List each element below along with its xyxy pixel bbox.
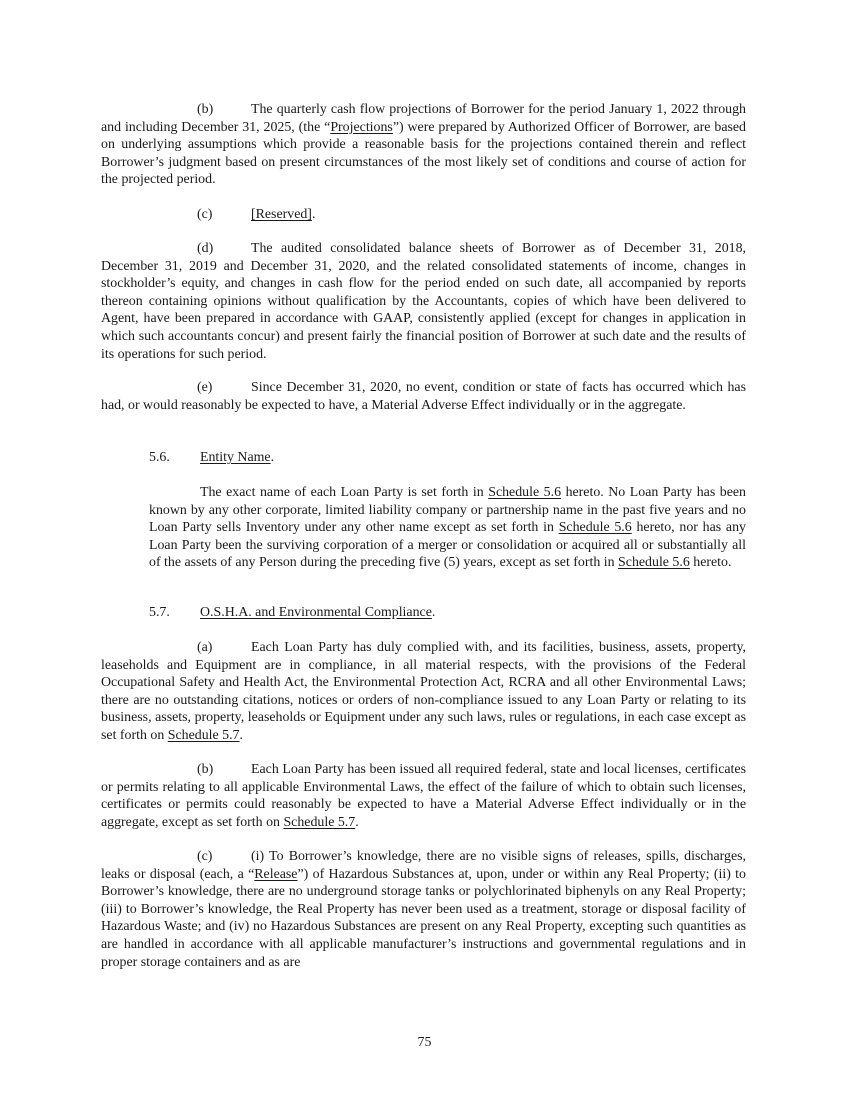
section-heading-5-6: 5.6. Entity Name. [149, 450, 275, 465]
paragraph-marker: (d) [197, 241, 214, 256]
schedule-reference: Schedule 5.7 [167, 727, 240, 743]
paragraph-marker: (b) [197, 102, 214, 117]
paragraph-b-cash-flow-projections: (b) The quarterly cash flow projections of Borrower for the period January 1, 2022 through and including December 31, 2025, (the “Projections”) were prepared by Authorized Officer of Borrower, are based on underlying assumptions which provide a reasonable basis for the projections contained therein and reflect Borrower’s judgment based on present circumstances of the most likely set of conditions and course of action for the projected period. [101, 102, 746, 188]
schedule-reference: Schedule 5.6 [618, 555, 690, 571]
page-number: 75 [417, 1035, 432, 1050]
section-number: 5.6. [149, 450, 170, 465]
paragraph-marker: (c) [197, 849, 213, 864]
section-5-6-body: The exact name of each Loan Party is set forth in Schedule 5.6 hereto. No Loan Party has been known by any other corporate, limited liability company or partnership name in the past five years and no Loan Party sells Inventory under any other name except as set forth in Schedule 5.6 hereto, nor has any Loan Party been the surviving corporation of a merger or consolidation or acquired all or substantially all of the assets of any Person during the preceding five (5) years, except as set forth in Schedule 5.6 hereto. [149, 485, 746, 571]
schedule-reference: Schedule 5.6 [558, 520, 632, 536]
paragraph-5-7-a: (a) Each Loan Party has duly complied with, and its facilities, business, assets, property, leaseholds and Equipment are in compliance, in all material respects, with the provisions of the Federal Occupational Safety and Health Act, the Environmental Protection Act, RCRA and all other Environmental Laws; there are no outstanding citations, notices or orders of non-compliance issued to any Loan Party or relating to its business, assets, property, leaseholds or Equipment under any such laws, rules or regulations, in each case except as set forth on Schedule 5.7. [101, 640, 746, 743]
schedule-reference: Schedule 5.7 [283, 814, 356, 830]
paragraph-5-7-b: (b) Each Loan Party has been issued all required federal, state and local licenses, certificates or permits relating to all applicable Environmental Laws, the effect of the failure of which to obtain such licenses, certificates or permits could reasonably be expected to have a Material Adverse Effect individually or in the aggregate, except as set forth on Schedule 5.7. [101, 762, 746, 830]
defined-term-projections: Projections [330, 119, 393, 135]
section-number: 5.7. [149, 605, 170, 620]
defined-term-release: Release [254, 866, 298, 882]
section-title-entity-name: Entity Name [200, 450, 271, 465]
section-title-osha-environmental: O.S.H.A. and Environmental Compliance [200, 605, 432, 620]
paragraph-e-no-material-adverse-effect: (e) Since December 31, 2020, no event, condition or state of facts has occurred which has had, or would reasonably be expected to have, a Material Adverse Effect individually or in the aggregate. [101, 380, 746, 413]
paragraph-c-reserved: (c) [Reserved]. [197, 207, 316, 222]
paragraph-marker: (b) [197, 762, 214, 777]
schedule-reference: Schedule 5.6 [488, 485, 562, 500]
paragraph-marker: (a) [197, 640, 213, 655]
paragraph-marker: (e) [197, 380, 213, 395]
paragraph-d-audited-balance-sheets: (d) The audited consolidated balance sheets of Borrower as of December 31, 2018, December 31, 2019 and December 31, 2020, and the related consolidated statements of income, changes in stockholder’s equity, and changes in cash flow for the period ended on such date, all accompanied by reports thereon containing opinions without qualification by the Accountants, copies of which have been delivered to Agent, have been prepared in accordance with GAAP, consistently applied (except for changes in application in which such accountants concur) and present fairly the financial position of Borrower at such date and the results of its operations for such period. [101, 241, 746, 362]
paragraph-marker: (c) [197, 207, 213, 222]
section-heading-5-7: 5.7. O.S.H.A. and Environmental Compliance. [149, 605, 436, 620]
reserved-label: [Reserved] [251, 207, 312, 222]
paragraph-5-7-c: (c) (i) To Borrower’s knowledge, there are no visible signs of releases, spills, discharges, leaks or disposal (each, a “Release”) of Hazardous Substances at, upon, under or within any Real Property; (ii) to Borrower’s knowledge, there are no underground storage tanks or polychlorinated biphenyls on any Real Property; (iii) to Borrower’s knowledge, the Real Property has never been used as a treatment, storage or disposal facility of Hazardous Waste; and (iv) no Hazardous Substances are present on any Real Property, excepting such quantities as are handled in accordance with all applicable manufacturer’s instructions and governmental regulations and in proper storage containers and as are [101, 849, 746, 970]
